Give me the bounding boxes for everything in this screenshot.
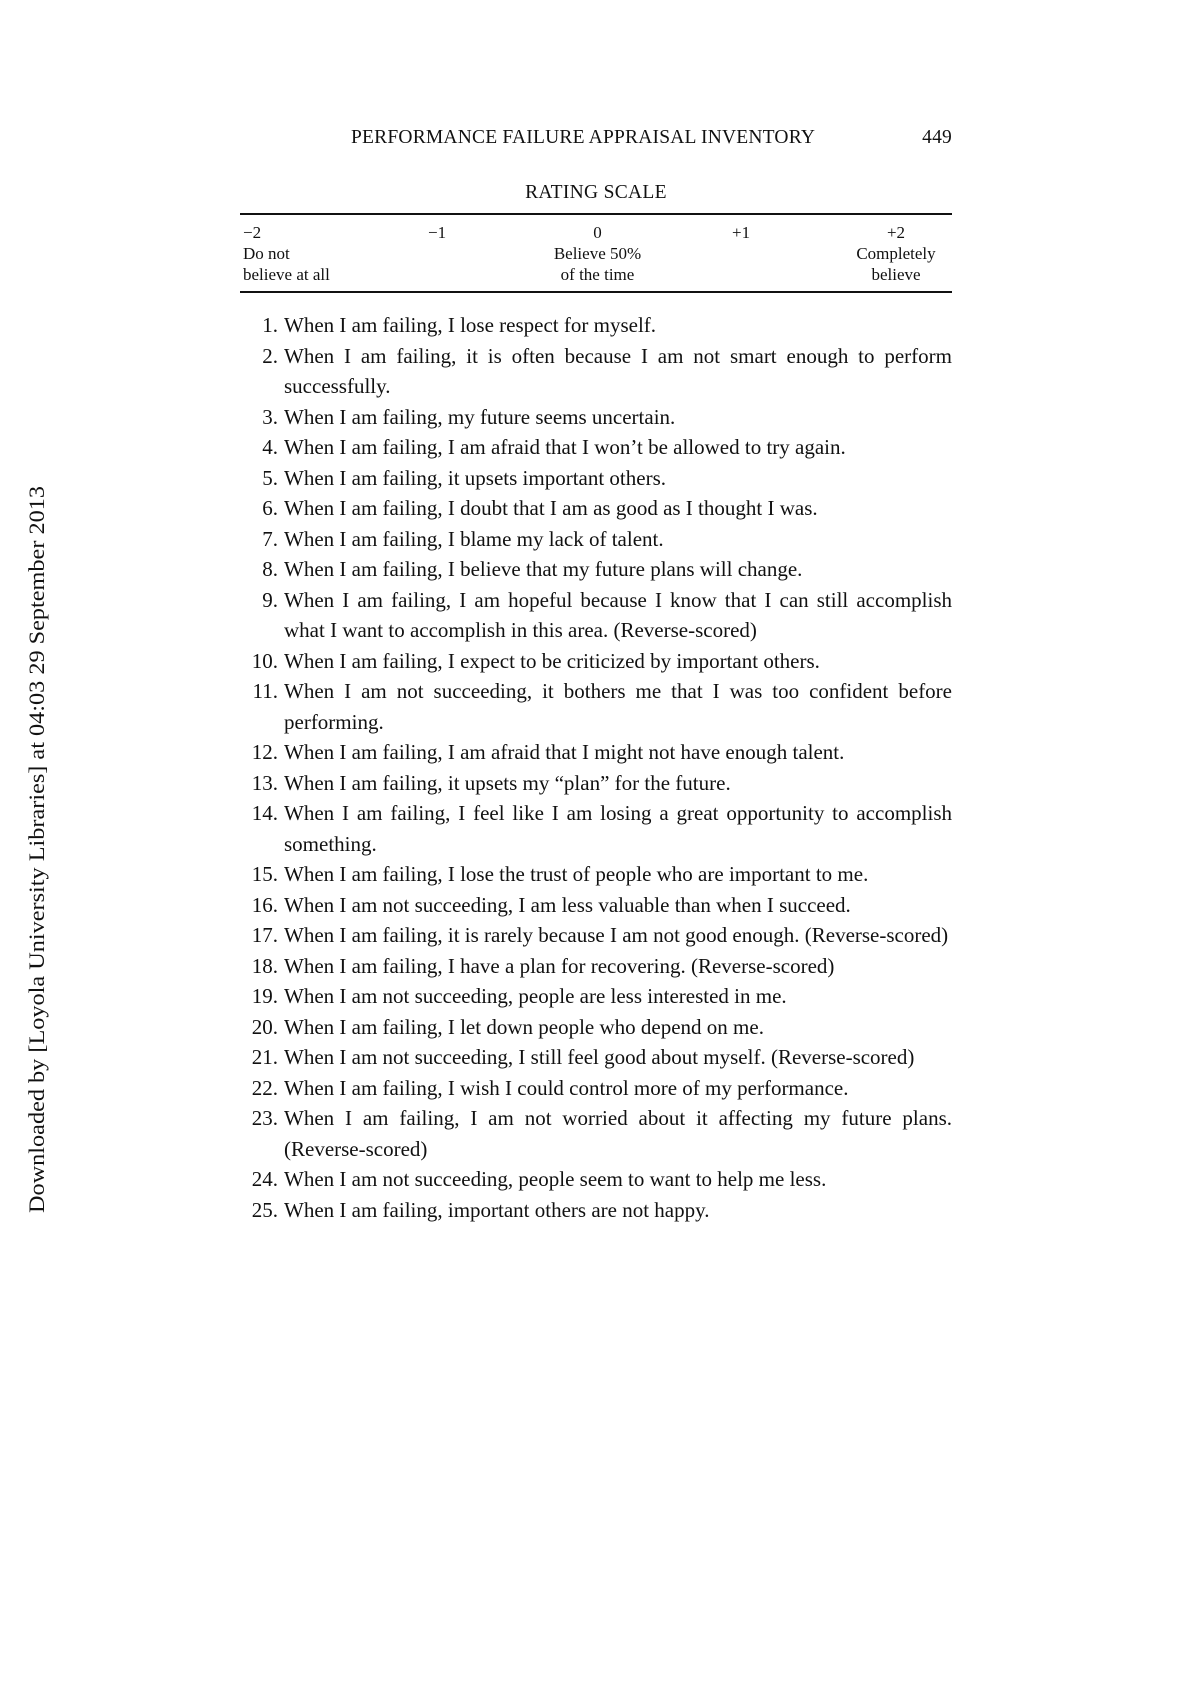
item-text: When I am failing, I am not worried about it affecting my future plans. (Reverse-scored) — [284, 1106, 952, 1161]
item-text: When I am failing, I have a plan for recovering. (Reverse-scored) — [284, 953, 835, 978]
inventory-item — [240, 493, 952, 524]
scale-desc-line1: Completely — [856, 244, 936, 263]
inventory-item — [240, 432, 952, 463]
item-text: When I am failing, my future seems uncertain. — [284, 404, 676, 429]
item-number: 16. — [251, 892, 278, 917]
inventory-item — [240, 341, 952, 402]
item-number: 12. — [251, 740, 278, 764]
inventory-item — [240, 859, 952, 890]
item-text: When I am failing, I lose the trust of people who are important to me. — [284, 862, 869, 886]
item-number: 22. — [251, 1075, 278, 1100]
scale-value: −1 — [428, 223, 447, 242]
item-number: 11. — [252, 679, 278, 703]
inventory-item — [240, 1195, 952, 1226]
item-text: When I am failing, it is rarely because I am not good enough. (Reverse-scored) — [284, 923, 949, 947]
inventory-item — [240, 1012, 952, 1043]
inventory-item — [240, 524, 952, 555]
page-number: 449 — [922, 127, 952, 148]
item-text: When I am failing, I am afraid that I might not have enough talent. — [284, 740, 845, 764]
item-text: When I am failing, I believe that my future plans will change. — [284, 557, 803, 581]
item-text: When I am failing, it is often because I am not smart enough to perform successfully. — [284, 343, 952, 398]
inventory-item — [240, 737, 952, 768]
scale-desc-line2: believe at all — [243, 265, 330, 284]
inventory-item — [240, 1042, 952, 1073]
item-text: When I am not succeeding, people seem to want to help me less. — [284, 1167, 827, 1191]
item-number: 21. — [251, 1045, 278, 1069]
item-text: When I am not succeeding, I still feel good about myself. (Reverse-scored) — [284, 1045, 915, 1069]
scale-point-plus-2 — [840, 222, 952, 285]
item-number: 2. — [262, 343, 278, 368]
item-text: When I am failing, I let down people who depend on me. — [284, 1014, 764, 1039]
inventory-item — [240, 463, 952, 494]
inventory-item — [240, 1164, 952, 1195]
running-head-title: PERFORMANCE FAILURE APPRAISAL INVENTORY — [351, 127, 816, 148]
item-text: When I am failing, important others are not happy. — [284, 1197, 710, 1222]
scale-desc-line1: Do not — [243, 244, 290, 263]
scale-top-rule — [240, 213, 952, 215]
inventory-items — [240, 310, 952, 1225]
scale-desc-line2: believe — [871, 265, 921, 284]
item-number: 23. — [251, 1106, 278, 1130]
scale-value: +2 — [886, 223, 906, 242]
item-number: 8. — [262, 557, 278, 581]
item-text: When I am not succeeding, people are less interested in me. — [284, 984, 787, 1008]
rating-scale-title: RATING SCALE — [525, 182, 667, 203]
inventory-item — [240, 798, 952, 859]
inventory-item — [240, 646, 952, 677]
item-number: 14. — [251, 801, 278, 825]
inventory-item — [240, 402, 952, 433]
item-number: 9. — [262, 587, 278, 612]
scale-value: +1 — [732, 223, 751, 242]
item-number: 5. — [262, 465, 278, 490]
scale-point-0 — [520, 222, 675, 285]
item-number: 1. — [262, 313, 278, 337]
item-text: When I am failing, I am afraid that I won’t be allowed to try again. — [284, 435, 846, 459]
item-text: When I am failing, I lose respect for myself. — [284, 313, 657, 337]
scale-bottom-rule — [240, 291, 952, 293]
item-number: 15. — [251, 862, 278, 886]
item-text: When I am failing, I blame my lack of talent. — [284, 526, 664, 551]
item-text: When I am not succeeding, I am less valuable than when I succeed. — [284, 892, 851, 917]
inventory-item — [240, 1073, 952, 1104]
item-text: When I am failing, I wish I could control more of my performance. — [284, 1075, 849, 1100]
scale-point-minus-2 — [243, 222, 330, 285]
item-number: 25. — [251, 1197, 278, 1222]
inventory-item — [240, 981, 952, 1012]
item-number: 6. — [262, 496, 278, 520]
item-number: 3. — [262, 404, 278, 429]
item-text: When I am failing, I am hopeful because I know that I can still accomplish what I want to accomplish in this area. (Reverse-scored) — [284, 587, 952, 642]
scale-point-plus-1 — [732, 222, 750, 243]
item-number: 4. — [262, 435, 278, 459]
inventory-item — [240, 554, 952, 585]
item-number: 20. — [251, 1014, 278, 1039]
item-text: When I am not succeeding, it bothers me that I was too confident before performing. — [284, 679, 952, 734]
inventory-item — [240, 310, 952, 341]
item-number: 18. — [251, 953, 278, 978]
item-number: 24. — [251, 1167, 278, 1191]
item-number: 17. — [251, 923, 278, 947]
inventory-item — [240, 676, 952, 737]
scale-desc-line1: Believe 50% — [553, 244, 642, 263]
item-text: When I am failing, it upsets my “plan” for the future. — [284, 770, 731, 795]
item-text: When I am failing, I doubt that I am as good as I thought I was. — [284, 496, 818, 520]
download-stamp-text: Downloaded by [Loyola University Libraries] at 04:03 29 September 2013 — [24, 538, 49, 1213]
item-text: When I am failing, it upsets important others. — [284, 465, 666, 490]
inventory-item — [240, 951, 952, 982]
scale-point-minus-1 — [428, 222, 446, 243]
inventory-item — [240, 920, 952, 951]
inventory-item — [240, 768, 952, 799]
item-text: When I am failing, I feel like I am losing a great opportunity to accomplish something. — [284, 801, 952, 856]
scale-value: 0 — [593, 223, 602, 242]
rating-scale — [240, 222, 952, 290]
inventory-item — [240, 890, 952, 921]
item-number: 13. — [251, 770, 278, 795]
inventory-item — [240, 585, 952, 646]
item-text: When I am failing, I expect to be criticized by important others. — [284, 648, 820, 673]
scale-desc-line2: of the time — [560, 265, 635, 284]
inventory-item — [240, 1103, 952, 1164]
scale-value: −2 — [243, 223, 262, 242]
item-number: 7. — [262, 526, 278, 551]
item-number: 10. — [251, 648, 278, 673]
item-number: 19. — [251, 984, 278, 1008]
running-head — [240, 127, 952, 153]
